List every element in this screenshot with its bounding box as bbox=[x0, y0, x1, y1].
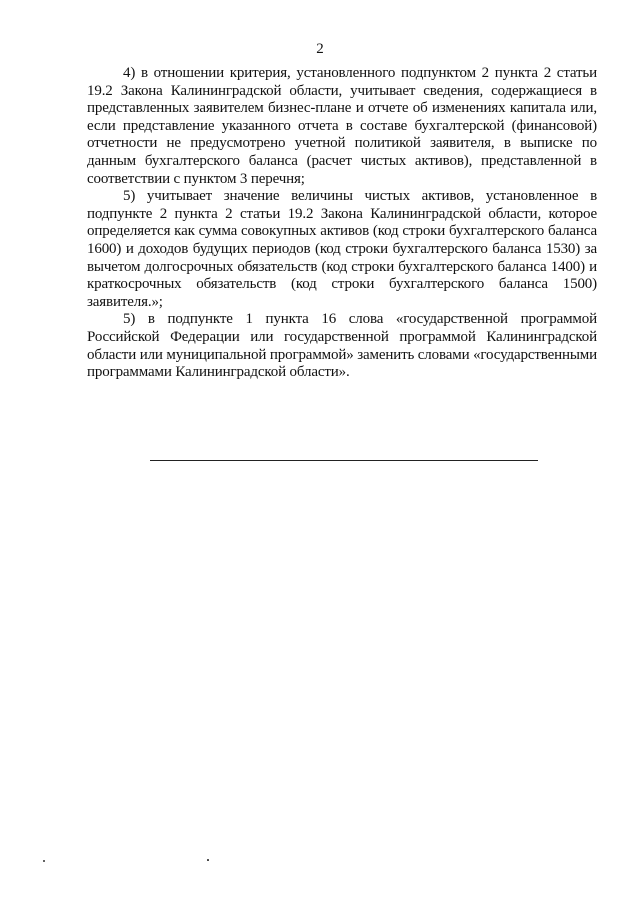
page-number: 2 bbox=[316, 41, 324, 57]
document-body bbox=[87, 65, 597, 382]
scan-speck bbox=[43, 860, 45, 862]
paragraph-criterion-4: 4) в отношении критерия, установленного подпунктом 2 пункта 2 статьи 19.2 Закона Калининградской области, учитывает сведения, содержащиеся в представленных заявителем бизнес-плане и отчете об изменениях капитала или, если представление указанного отчета в составе бухгалтерской (финансовой) отчетности не предусмотрено учетной политикой заявителя, в выписке по данным бухгалтерского баланса (расчет чистых активов), представленной в соответствии с пунктом 3 перечня; bbox=[87, 65, 597, 187]
paragraph-net-assets-5: 5) учитывает значение величины чистых активов, установленное в подпункте 2 пункта 2 статьи 19.2 Закона Калининградской области, которое определяется как сумма совокупных активов (код строки бухгалтерского баланса 1600) и доходов будущих периодов (код строки бухгалтерского баланса 1530) за вычетом долгосрочных обязательств (код строки бухгалтерского баланса 1400) и краткосрочных обязательств (код строки бухгалтерского баланса 1500) заявителя.»; bbox=[87, 188, 597, 310]
scan-speck bbox=[207, 859, 209, 861]
paragraph-amendment-16: 5) в подпункте 1 пункта 16 слова «государственной программой Российской Федерации или государственной программой Калининградской области или муниципальной программой» заменить словами «государственными программами Калининградской области». bbox=[87, 311, 597, 381]
separator-line bbox=[150, 460, 538, 461]
